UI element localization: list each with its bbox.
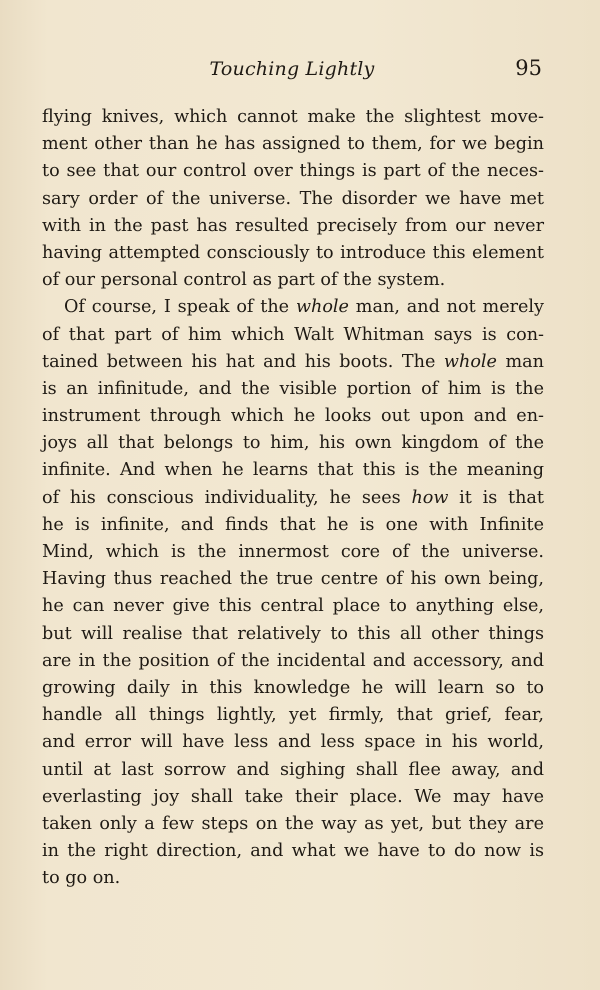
text-run: instrument through which he looks out upon and en- <box>42 406 544 427</box>
text-run: flying knives, which cannot make the slightest move- <box>42 107 544 127</box>
text-line <box>42 158 544 185</box>
text-line <box>42 349 544 376</box>
text-run: but will realise that relatively to this all other things <box>42 623 544 644</box>
text-run: having attempted consciously to introduce this element <box>42 242 544 263</box>
text-run: to see that our control over things is part of the neces- <box>42 161 544 182</box>
text-line <box>42 403 544 430</box>
text-run: are in the position of the incidental and accessory, and <box>42 650 544 671</box>
text-run: to go on. <box>42 868 121 889</box>
text-line <box>42 838 544 865</box>
text-run: everlasting joy shall take their place. We may have <box>42 786 544 807</box>
paragraph <box>42 104 544 294</box>
text-run: and error will have less and less space in his world, <box>42 732 544 753</box>
text-line <box>42 757 544 784</box>
text-run: man, and not merely <box>348 297 544 318</box>
text-line <box>42 729 544 756</box>
text-line <box>42 539 544 566</box>
text-run: taken only a few steps on the way as yet, but they are <box>42 813 544 834</box>
emphasized-word: whole <box>443 351 497 372</box>
text-line <box>42 131 544 158</box>
paragraph <box>42 294 544 892</box>
text-line <box>42 376 544 403</box>
text-line <box>42 240 544 267</box>
text-run: of his conscious individuality, he sees <box>42 487 412 508</box>
text-run: he is infinite, and finds that he is one with Infinite <box>42 514 544 535</box>
text-run: he can never give this central place to anything else, <box>42 596 544 617</box>
text-line <box>42 104 544 131</box>
text-line <box>42 294 544 321</box>
page-header <box>42 56 542 86</box>
text-run: in the right direction, and what we have to do now is <box>42 841 544 862</box>
text-line <box>42 675 544 702</box>
text-run: growing daily in this knowledge he will learn so to <box>42 677 544 698</box>
text-run: it is that <box>448 487 544 508</box>
text-run: with in the past has resulted precisely from our never <box>42 215 544 236</box>
text-run: of our personal control as part of the system. <box>42 270 446 291</box>
text-line <box>42 213 544 240</box>
emphasized-word: whole <box>295 297 349 318</box>
text-run: infinite. And when he learns that this is the meaning <box>42 460 544 481</box>
page-number: 95 <box>515 56 542 80</box>
text-run: tained between his hat and his boots. The <box>42 351 444 372</box>
body-text <box>42 104 544 892</box>
text-run: Having thus reached the true centre of his own being, <box>42 569 544 590</box>
text-line <box>42 186 544 213</box>
text-line <box>42 430 544 457</box>
text-run: is an infinitude, and the visible portion of him is the <box>42 378 544 399</box>
text-run: of that part of him which Walt Whitman says is con- <box>42 324 544 345</box>
text-run: until at last sorrow and sighing shall flee away, and <box>42 759 544 780</box>
text-line <box>42 593 544 620</box>
text-run: Of course, I speak of the <box>64 297 296 318</box>
text-line <box>42 457 544 484</box>
text-run: sary order of the universe. The disorder we have met <box>42 188 544 209</box>
text-run: ment other than he has assigned to them, for we begin <box>42 134 544 155</box>
text-line <box>42 648 544 675</box>
text-line <box>42 267 544 294</box>
text-run: joys all that belongs to him, his own kingdom of the <box>42 433 544 454</box>
text-line <box>42 566 544 593</box>
text-run: handle all things lightly, yet firmly, that grief, fear, <box>42 705 544 726</box>
text-line <box>42 485 544 512</box>
text-line <box>42 621 544 648</box>
text-run: man <box>496 351 544 372</box>
text-line <box>42 811 544 838</box>
running-title: Touching Lightly <box>209 58 375 80</box>
text-line <box>42 865 544 892</box>
emphasized-word: how <box>411 487 449 508</box>
text-line <box>42 784 544 811</box>
text-line <box>42 702 544 729</box>
text-run: Mind, which is the innermost core of the universe. <box>42 542 544 562</box>
text-line <box>42 322 544 349</box>
text-line <box>42 512 544 539</box>
